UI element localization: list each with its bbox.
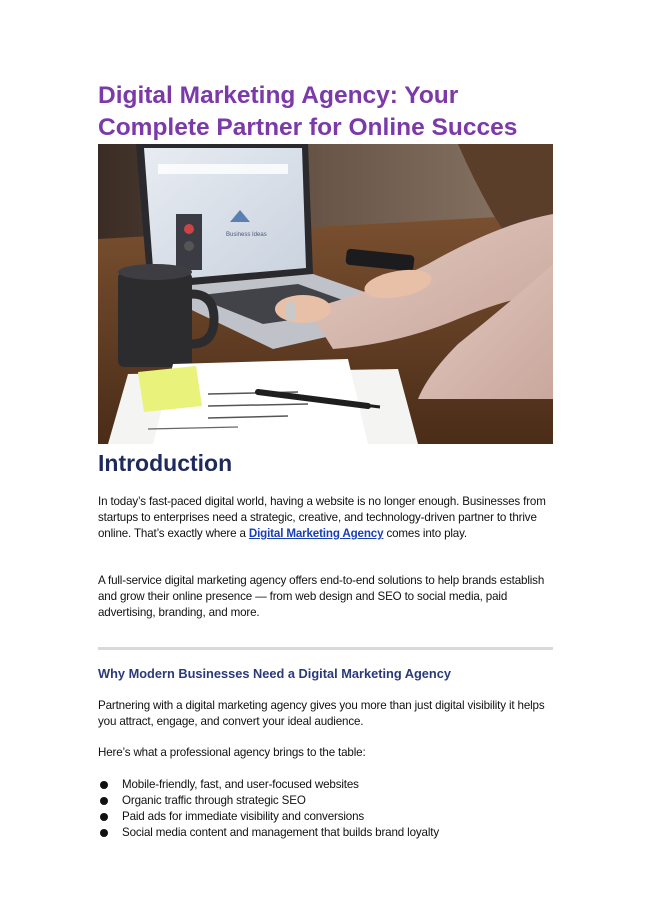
hero-screen-text: Business Ideas — [226, 232, 267, 238]
section-divider — [98, 647, 553, 650]
list-item: Mobile-friendly, fast, and user-focused websites — [98, 777, 558, 793]
digital-marketing-agency-link[interactable]: Digital Marketing Agency — [248, 527, 384, 540]
intro-heading: Introduction — [98, 450, 233, 476]
bullet-icon — [100, 829, 108, 837]
bullet-icon — [100, 813, 108, 821]
bullet-icon — [100, 781, 108, 789]
list-item: Paid ads for immediate visibility and conversions — [98, 809, 558, 825]
document-title: Digital Marketing Agency: Your Complete Partner for Online Succes — [98, 82, 518, 141]
why-paragraph-1: Partnering with a digital marketing agency gives you more than just digital visibility it helps you attract, engage, and convert your ideal audience. — [98, 699, 545, 728]
hero-image — [98, 144, 553, 444]
list-item: Social media content and management that builds brand loyalty — [98, 825, 558, 841]
benefits-list — [98, 777, 558, 841]
intro-p1-text-before: In today’s fast-paced digital world, having a website is no longer enough. Businesses from startups to enterprises need a strategic, creative, and technology-driven partner to thrive online. That’s exactly where a — [98, 495, 546, 540]
why-paragraph-2: Here’s what a professional agency brings to the table: — [98, 746, 366, 759]
list-item: Organic traffic through strategic SEO — [98, 793, 558, 809]
why-heading: Why Modern Businesses Need a Digital Marketing Agency — [98, 666, 451, 681]
bullet-icon — [100, 797, 108, 805]
intro-paragraph-1 — [98, 494, 556, 542]
intro-p1-text-after: comes into play. — [383, 527, 467, 540]
intro-paragraph-2: A full-service digital marketing agency offers end-to-end solutions to help brands establish and grow their online presence — from web design and SEO to social media, paid advertising, branding, and more. — [98, 574, 545, 619]
